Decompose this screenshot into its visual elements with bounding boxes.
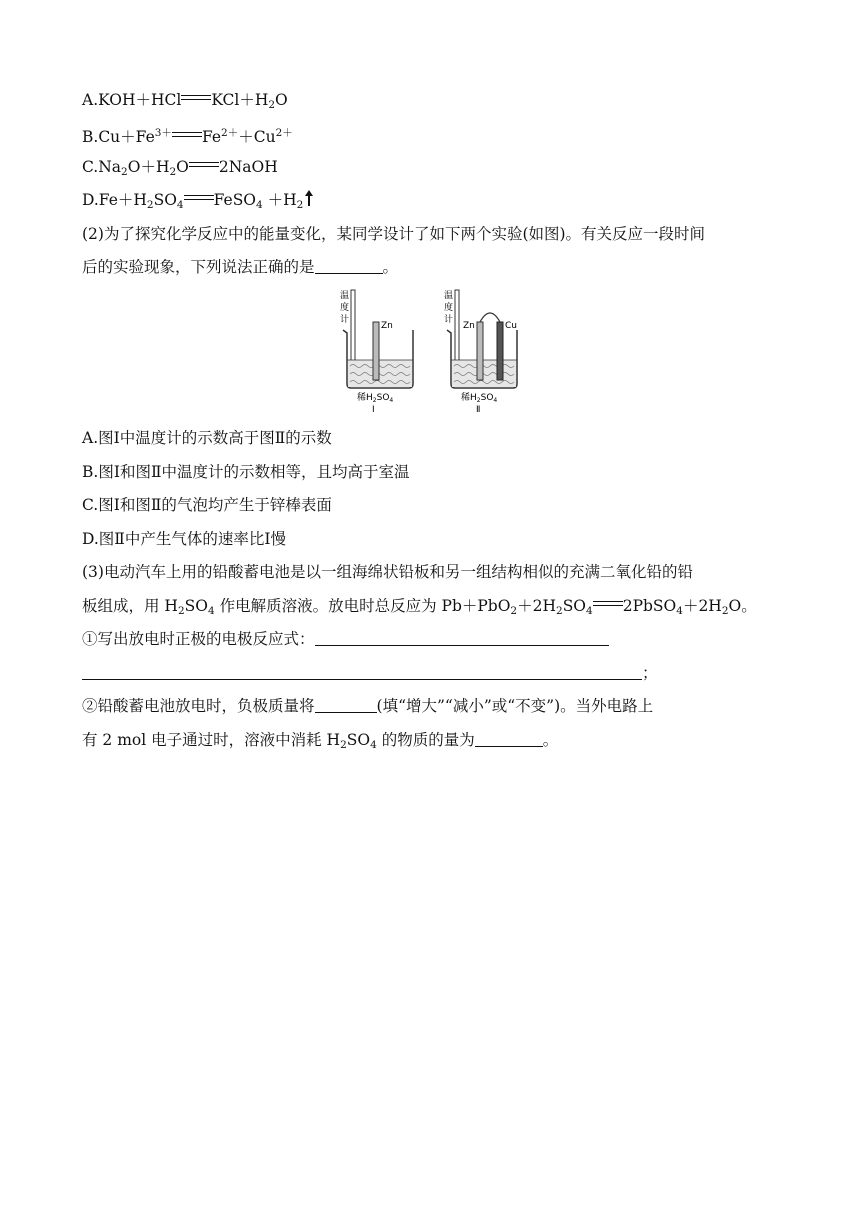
q3-sub2-line2: 有 2 mol 电子通过时，溶液中消耗 $H_2SO_4$ 的物质的量为 。 xyxy=(82,731,559,751)
apparatus-2 xyxy=(444,290,517,415)
answer-blank[interactable] xyxy=(82,665,642,680)
q2-option-c: C.图Ⅰ和图Ⅱ的气泡均产生于锌棒表面 xyxy=(82,496,332,514)
wire xyxy=(480,313,500,322)
svg-text:计: 计 xyxy=(340,315,350,325)
svg-text:Ⅰ: Ⅰ xyxy=(372,405,375,415)
svg-text:温: 温 xyxy=(444,291,454,301)
q3-sub1-prompt: ①写出放电时正极的电极反应式： xyxy=(82,629,609,649)
answer-blank[interactable] xyxy=(315,698,377,713)
answer-blank[interactable] xyxy=(475,732,543,747)
apparatus-1 xyxy=(340,290,413,415)
svg-text:Zn: Zn xyxy=(381,321,393,331)
q3-sub1-continuation: ； xyxy=(82,663,658,683)
copper-rod xyxy=(497,322,503,380)
zinc-rod xyxy=(477,322,483,380)
answer-blank[interactable] xyxy=(315,259,383,274)
equals-sign xyxy=(181,92,211,104)
gas-arrow-icon xyxy=(308,193,310,206)
svg-text:Zn: Zn xyxy=(463,321,475,331)
q3-sub2-line1: ②铅酸蓄电池放电时，负极质量将 (填“增大”“减小”或“不变”)。当外电路上 xyxy=(82,697,654,715)
answer-blank[interactable] xyxy=(315,631,609,646)
svg-text:度: 度 xyxy=(444,303,454,313)
q1-option-c: $C.Na_2O+H_2O$ 2NaOH xyxy=(82,158,278,178)
svg-text:Ⅱ: Ⅱ xyxy=(476,405,481,415)
q3-stem-line2: 板组成，用 $H_2SO_4$ 作电解质溶液。放电时总反应为 $Pb+PbO_2+2H_2SO_4$ $2PbSO_4+2H_2O$。 xyxy=(82,597,757,617)
equals-sign xyxy=(189,159,219,171)
svg-text:稀H2SO4: 稀$H_2SO_4$ xyxy=(357,393,394,404)
q1-option-d: $D.Fe+H_2SO_4$ FeSO$_4$ $+H_2$ xyxy=(82,190,310,215)
q2-option-b: B.图Ⅰ和图Ⅱ中温度计的示数相等，且均高于室温 xyxy=(82,463,410,481)
svg-text:Cu: Cu xyxy=(505,321,517,331)
experiment-figure xyxy=(335,286,525,416)
q1-option-b: $B.Cu+Fe^{3+}$ $Fe^{2+}+Cu^{2+}$ xyxy=(82,127,293,146)
equals-sign xyxy=(593,598,623,610)
svg-text:度: 度 xyxy=(340,303,350,313)
equals-sign xyxy=(184,192,214,204)
svg-text:计: 计 xyxy=(444,315,454,325)
q2-option-a: A.图Ⅰ中温度计的示数高于图Ⅱ的示数 xyxy=(82,429,332,447)
q2-stem-line1: (2)为了探究化学反应中的能量变化，某同学设计了如下两个实验(如图)。有关反应一段时间 xyxy=(82,225,706,243)
q3-stem-line1: (3)电动汽车上用的铅酸蓄电池是以一组海绵状铅板和另一组结构相似的充满二氧化铅的铅 xyxy=(82,563,693,581)
equals-sign xyxy=(172,129,202,141)
zinc-rod xyxy=(373,322,379,380)
svg-text:稀H2SO4: 稀$H_2SO_4$ xyxy=(461,393,498,404)
svg-text:温: 温 xyxy=(340,291,350,301)
q2-stem-line2: 后的实验现象，下列说法正确的是 。 xyxy=(82,258,399,276)
q1-option-a: A.KOH＋HCl $KCl+H_2O$ xyxy=(82,91,288,111)
q2-option-d: D.图Ⅱ中产生气体的速率比Ⅰ慢 xyxy=(82,530,286,548)
